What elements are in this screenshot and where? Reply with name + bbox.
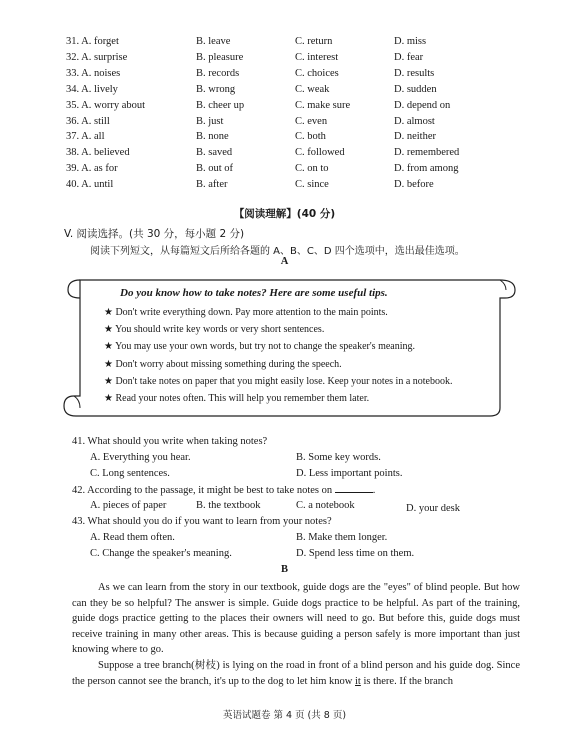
option-b: B. wrong [196, 83, 236, 95]
page-footer: 英语试题卷 第 4 页 (共 8 页) [222, 710, 347, 721]
passage-b-paragraph-2 [72, 658, 520, 689]
part5-heading: V. 阅读选择。(共 30 分，每小题 2 分) [64, 228, 245, 240]
q43-option-c: C. Change the speaker's meaning. [90, 548, 232, 559]
q42-option-b: B. the textbook [196, 500, 261, 511]
option-b: B. just [196, 115, 224, 127]
option-d: D. results [394, 67, 435, 79]
option-a: 37. A. all [66, 131, 105, 143]
q42-option-c: C. a notebook [296, 500, 355, 511]
p2-text-a: Suppose a tree branch(树枝) is lying on the road in front of a blind person and his guide dog. Since the person cannot see the branch, it's up to the dog to let him know [72, 660, 520, 687]
cloze-option-row [66, 36, 546, 52]
cloze-option-row [66, 84, 546, 100]
option-d: D. almost [394, 115, 435, 127]
cloze-option-row [66, 116, 546, 132]
option-a: 35. A. worry about [66, 99, 146, 111]
tip-item: ★ You may use your own words, but try not to change the speaker's meaning. [104, 341, 415, 353]
option-b: B. none [196, 131, 229, 143]
option-b: B. records [196, 67, 240, 79]
tips-title: Do you know how to take notes? Here are some useful tips. [120, 287, 388, 299]
tip-item: ★ Don't write everything down. Pay more attention to the main points. [104, 307, 388, 318]
option-a: 33. A. noises [66, 67, 121, 79]
option-a: 34. A. lively [66, 83, 118, 95]
option-c: C. weak [295, 83, 330, 95]
question-42: 42. According to the passage, it might be best to take notes on . [72, 485, 376, 496]
cloze-option-row [66, 100, 546, 116]
section-title: 【阅读理解】(40 分) [233, 208, 336, 220]
option-a: 32. A. surprise [66, 51, 128, 63]
option-b: B. pleasure [196, 51, 244, 63]
cloze-option-row [66, 179, 546, 195]
q41-option-c: C. Long sentences. [90, 468, 170, 479]
cloze-option-row [66, 52, 546, 68]
option-b: B. after [196, 179, 228, 191]
p2-text-b: is there. If the branch [360, 675, 453, 687]
option-c: C. even [295, 115, 328, 127]
tip-item: ★ Don't worry about missing something during the speech. [104, 358, 342, 370]
option-c: C. since [295, 179, 329, 191]
option-d: D. before [394, 179, 434, 191]
q41-option-d: D. Less important points. [296, 468, 403, 479]
option-d: D. sudden [394, 83, 437, 95]
option-a: 36. A. still [66, 115, 110, 127]
option-c: C. return [295, 36, 333, 47]
passage-b-paragraph-1: As we can learn from the story in our textbook, guide dogs are the "eyes" of blind people. But how can they be so helpful? The answer is simple. Guide dogs practice to be helpful. As part of the training, guide dogs practice getting to the places their owners will need to go. But before this, guide dogs must receive training in many other areas. This is because guiding a person safely is more important than just knowing where to go. [72, 582, 520, 656]
passage-a-letter: A [280, 256, 289, 267]
question-43: 43. What should you do if you want to learn from your notes? [72, 516, 332, 527]
q41-option-b: B. Some key words. [296, 452, 381, 463]
option-b: B. out of [196, 163, 234, 175]
tip-item: ★ Don't take notes on paper that you might easily lose. Keep your notes in a notebook. [104, 375, 453, 387]
q43-option-a: A. Read them often. [90, 532, 175, 543]
cloze-option-row [66, 68, 546, 84]
question-41: 41. What should you write when taking notes? [72, 436, 268, 447]
option-a: 40. A. until [66, 179, 114, 191]
answer-blank [335, 484, 373, 493]
option-c: C. make sure [295, 99, 351, 111]
part5-instruction: 阅读下列短文，从每篇短文后所给各题的 A、B、C、D 四个选项中，选出最佳选项。 [90, 246, 465, 257]
cloze-option-row [66, 131, 546, 147]
option-c: C. on to [295, 163, 329, 175]
cloze-option-row [66, 163, 546, 179]
passage-b-letter: B [280, 564, 288, 575]
option-c: C. followed [295, 147, 345, 159]
p2-underlined-it: it [355, 675, 361, 687]
option-d: D. fear [394, 51, 424, 63]
option-d: D. miss [394, 36, 427, 47]
tip-item: ★ Read your notes often. This will help you remember them later. [104, 393, 370, 404]
option-c: C. interest [295, 51, 339, 63]
option-d: D. depend on [394, 99, 451, 111]
q43-option-b: B. Make them longer. [296, 532, 388, 543]
option-b: B. saved [196, 147, 233, 159]
option-d: D. from among [394, 163, 459, 175]
option-b: B. leave [196, 36, 231, 47]
option-c: C. choices [295, 67, 339, 79]
q43-option-d: D. Spend less time on them. [296, 548, 415, 559]
tip-item: ★ You should write key words or very short sentences. [104, 324, 325, 336]
option-d: D. remembered [394, 147, 460, 159]
q41-option-a: A. Everything you hear. [90, 452, 191, 463]
q42-option-d: D. your desk [406, 503, 460, 514]
q42-option-a: A. pieces of paper [90, 500, 167, 511]
q42-stem: 42. According to the passage, it might be best to take notes on [72, 485, 333, 496]
option-a: 38. A. believed [66, 147, 130, 159]
option-c: C. both [295, 131, 326, 143]
option-d: D. neither [394, 131, 436, 143]
option-b: B. cheer up [196, 99, 245, 111]
cloze-option-row [66, 147, 546, 163]
option-a: 39. A. as for [66, 163, 118, 175]
option-a: 31. A. forget [66, 36, 119, 47]
